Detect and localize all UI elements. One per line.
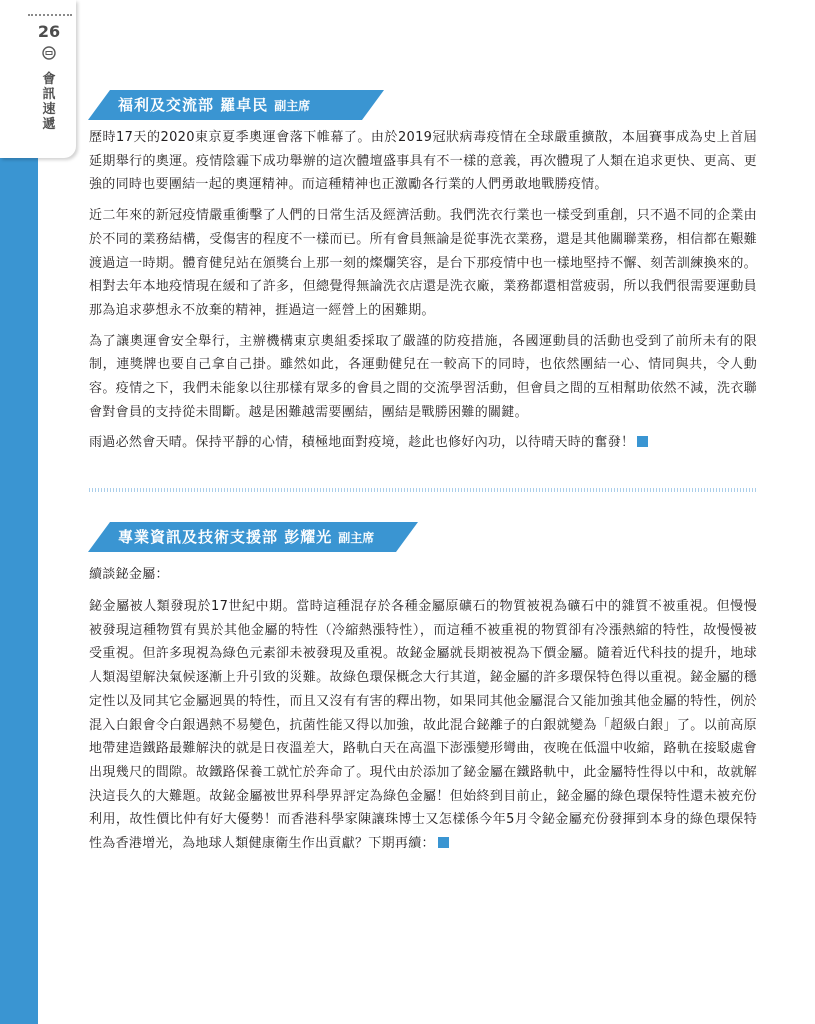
side-tab: [0, 0, 76, 158]
paragraph: 為了讓奧運會安全舉行，主辦機構東京奧組委採取了嚴謹的防疫措施，各國運動員的活動也受到了前所未有的限制，連獎牌也要自己拿自己掛。雖然如此，各運動健兒在一較高下的同時，也依然團結一心、情同與共，令人動容。疫情之下，我們未能象以往那樣有眾多的會員之間的交流學習活動，但會員之間的互相幫助依然不減，洗衣聯會對會員的支持從未間斷。越是困難越需要團結，團結是戰勝困難的關鍵。: [89, 333, 757, 420]
paragraph: 近二年來的新冠疫情嚴重衝擊了人們的日常生活及經濟活動。我們洗衣行業也一樣受到重創，只不過不同的企業由於不同的業務結構，受傷害的程度不一樣而已。所有會員無論是從事洗衣業務，還是其他關聯業務，相信都在艱難渡過這一時期。體育健兒站在頒獎台上那一刻的燦爛笑容，是台下那疫情中也一樣地堅持不懈、刻苦訓練換來的。相對去年本地疫情現在緩和了許多，但總覺得無論洗衣店還是洗衣廠，業務都還相當疲弱，所以我們很需要運動員那為追求夢想永不放棄的精神，捱過這一經營上的困難期。: [89, 208, 757, 318]
section-role: 副主席: [274, 99, 311, 113]
article-intro: 續談鉍金屬：: [89, 567, 169, 582]
end-square-icon: [438, 837, 449, 848]
page-number: 26: [37, 22, 61, 41]
section-role: 副主席: [338, 531, 375, 545]
association-logo-icon: [42, 46, 56, 60]
dotted-rule: [28, 14, 72, 16]
paragraph-last: [89, 431, 757, 455]
section-body-welfare: [89, 126, 757, 462]
section-title: 專業資訊及技術支援部 彭耀光: [118, 528, 333, 546]
section-header-welfare: [88, 90, 384, 120]
end-square-icon: [637, 436, 648, 447]
paragraph-text: 鉍金屬被人類發現於17世紀中期。當時這種混存於各種金屬原礦石的物質被視為礦石中的雜質不被重視。但慢慢被發現這種物質有異於其他金屬的特性（冷縮熱漲特性），而這種不被重視的物質卻有冷漲熱縮的特性，故慢慢被受重視。但許多現視為綠色元素卻未被發現及重視。故鉍金屬就長期被視為下價金屬。隨着近代科技的提升，地球人類渴望解決氣候逐漸上升引致的災難。故綠色環保概念大行其道，鉍金屬的許多環保特色得以重視。鉍金屬的穩定性以及同其它金屬迥異的特性，而且又沒有有害的釋出物，如果同其他金屬混合又能加強其他金屬的特性，例於混入白銀會令白銀遇熱不易變色，抗菌性能又得以加強，故此混合鉍離子的白銀就變為「超級白銀」了。以前高原地帶建造鐵路最難解決的就是日夜溫差大，路軌白天在高溫下澎漲變形彎曲，夜晚在低溫中收縮，路軌在接駁處會出現幾尺的間隙。故鐵路保養工就忙於奔命了。現代由於添加了鉍金屬在鐵路軌中，此金屬特性得以中和，故就解決這長久的大難題。故鉍金屬被世界科學界評定為綠色金屬！但始終到目前止，鉍金屬的綠色環保特性還未被充份利用，故性價比仲有好大優勢！而香港科學家陳讓珠博士又怎樣係今年5月令鉍金屬充份發揮到本身的綠色環保特性為香港增光，為地球人類健康衛生作出貢獻？下期再續：: [89, 599, 757, 852]
paragraph-text: 雨過必然會天晴。保持平靜的心情，積極地面對疫境，趁此也修好內功，以待晴天時的奮發！: [89, 435, 635, 451]
side-section-label: 會訊速遞: [42, 72, 56, 132]
paragraph: [89, 595, 757, 856]
section-divider: [89, 488, 757, 492]
section-header-tech-support: [88, 522, 418, 552]
section-body-tech-support: [89, 595, 757, 863]
section-title: 福利及交流部 羅卓民: [118, 96, 269, 114]
paragraph: 歷時17天的2020東京夏季奧運會落下帷幕了。由於2019冠狀病毒疫情在全球嚴重擴散，本屆賽事成為史上首屆延期舉行的奧運。疫情陰霾下成功舉辦的這次體壇盛事具有不一樣的意義，再次體現了人類在追求更快、更高、更強的同時也要團結一起的奧運精神。而這種精神也正激勵各行業的人們勇敢地戰勝疫情。: [89, 130, 757, 193]
